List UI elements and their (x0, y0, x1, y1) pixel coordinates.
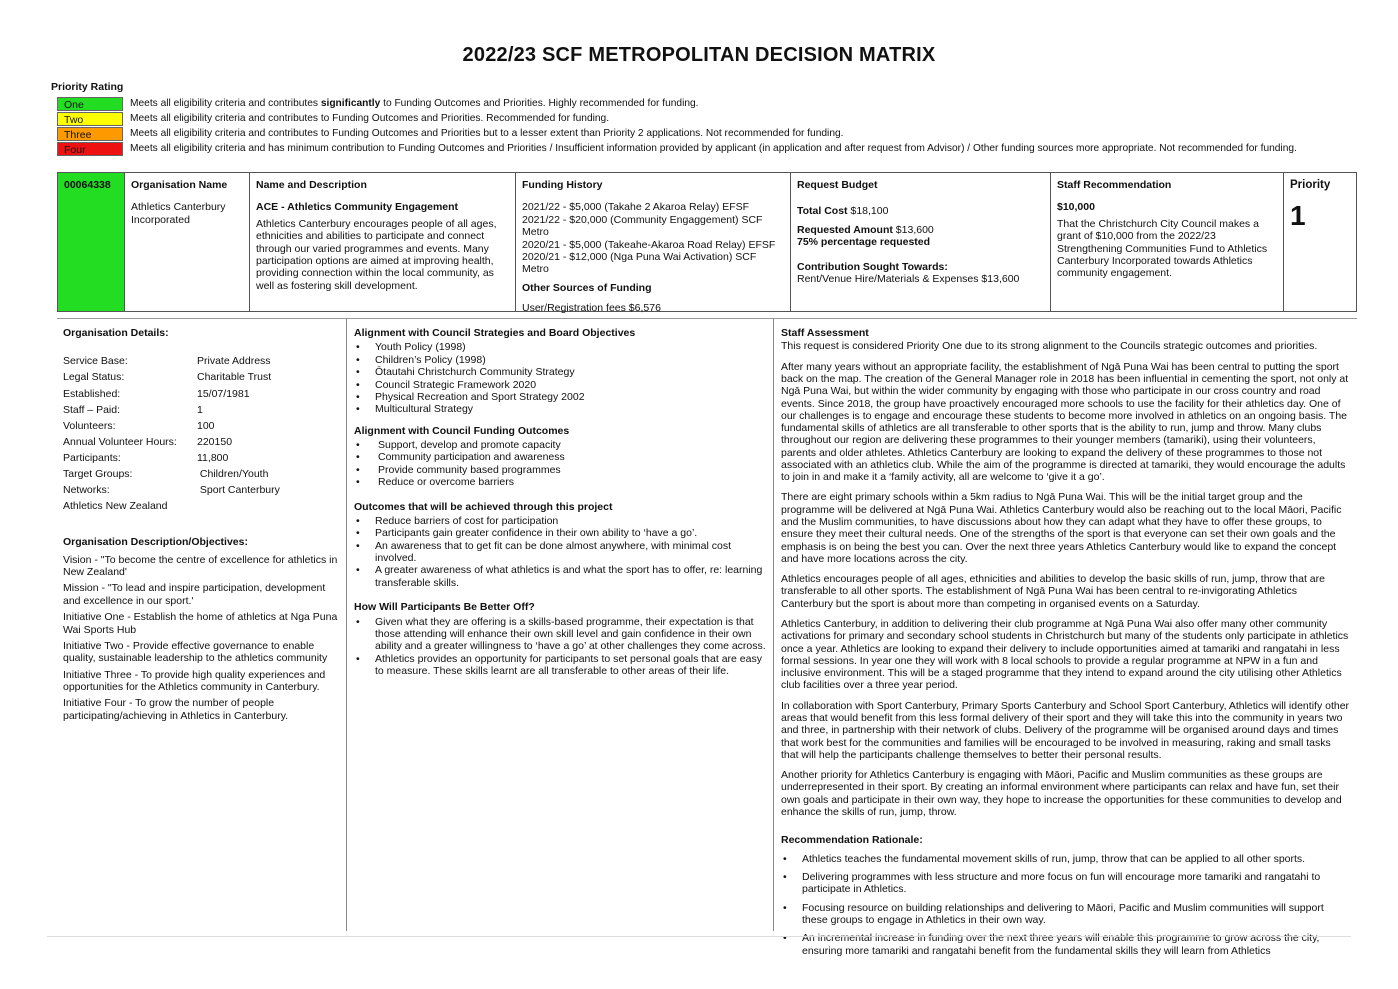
priority-cell (1284, 173, 1356, 311)
detail-value: 15/07/1981 (197, 387, 250, 400)
other-sources-heading: Other Sources of Funding (522, 281, 652, 294)
rationale-item: • Athletics teaches the fundamental movement skills of run, jump, throw that can be applied to all other sports. (781, 853, 1351, 865)
funding-history-item: 2020/21 - $12,000 (Nga Puna Wai Activation) SCF Metro (522, 250, 757, 276)
page-bottom-rule (47, 936, 1351, 937)
contribution-heading: Contribution Sought Towards: (797, 260, 948, 273)
requested-amount-label: Requested Amount (797, 223, 893, 236)
priority-rating-row (57, 126, 1297, 141)
objective-item: Vision - "To become the centre of excellence for athletics in New Zealand' (63, 553, 338, 579)
project-outcome-item: • Reduce barriers of cost for participation (354, 515, 767, 527)
detail-value: 100 (197, 419, 215, 432)
assessment-paragraph: Athletics encourages people of all ages, ethnicities and abilities to develop the basic skills of run, jump, throw that are transferable to all other sports. The establishment of Ngā Puna Wai has been central to re-invigorating Athletics Canterbury but the sport is about more than competing in organised events on a Saturday. (781, 573, 1325, 610)
rationale-item: • Focusing resource on building relationships and delivering to Māori, Pacific and Muslim communities will support these groups to engage in Athletics in their own way. (781, 902, 1351, 927)
detail-label: Service Base: (63, 355, 128, 368)
objectives-list (63, 554, 340, 723)
detail-label: Volunteers: (63, 419, 116, 432)
funding-outcome-item: • Provide community based programmes (354, 464, 767, 476)
name-description-cell (250, 173, 516, 311)
strategy-item: • Multicultural Strategy (354, 403, 767, 415)
priority-rating-row (57, 96, 1297, 111)
other-sources: User/Registration fees $6,576 (522, 302, 661, 314)
objective-item: Initiative Two - Provide effective governance to enable quality, sustainable leadership to the athletics community (63, 639, 328, 665)
strategy-item: • Children’s Policy (1998) (354, 354, 767, 366)
priority-rating-row (57, 111, 1297, 126)
detail-label: Annual Volunteer Hours: (63, 435, 177, 448)
priority-rating-legend (57, 96, 1297, 157)
detail-row (63, 404, 340, 416)
priority-description-text: Meets all eligibility criteria and has minimum contribution to Funding Outcomes and Priorities / Insufficient information provided by applicant (in application and after request from Advisor) / Other funding sources more appropriate. Not recommended for funding. (130, 143, 1297, 155)
better-off-list (354, 616, 767, 678)
detail-row (63, 388, 340, 400)
page-title: 2022/23 SCF METROPOLITAN DECISION MATRIX (462, 44, 936, 66)
requested-amount-line (797, 224, 1044, 236)
priority-description-text: Meets all eligibility criteria and contributes (130, 97, 321, 109)
staff-assessment-heading: Staff Assessment (781, 327, 869, 339)
request-budget-cell (791, 173, 1051, 311)
assessment-paragraph: There are eight primary schools within a 5km radius to Ngā Puna Wai. This will be the initial target group and the programme will be delivered at Ngā Puna Wai. Athletics Canterbury would also be reaching out to the local Māori, Pacific and the Muslim communities, to have discussions about how they can adapt what they have to offer these groups, to ensure they meet their cultural needs. One of the strengths of the sport is that everyone can set their own goals and the emphasis is on being the best you can. Over the next three years Athletics Canterbury would like to expand the concept and have more locations across the city. (781, 491, 1342, 565)
funding-outcome-item: • Support, develop and promote capacity (354, 439, 767, 451)
detail-label: Networks: (63, 483, 110, 496)
request-budget-heading: Request Budget (797, 179, 878, 191)
priority-swatch: Three (57, 127, 123, 141)
strategy-item: • Physical Recreation and Sport Strategy 2002 (354, 391, 767, 403)
application-id: 00064338 (58, 173, 125, 311)
detail-label: Established: (63, 387, 121, 400)
rationale-heading: Recommendation Rationale: (781, 834, 923, 847)
organisation-details-column (57, 319, 347, 931)
priority-heading: Priority (1290, 179, 1331, 191)
details-section (57, 318, 1357, 957)
organisation-name: Athletics Canterbury Incorporated (131, 201, 226, 226)
total-cost-label: Total Cost (797, 205, 848, 218)
application-summary-table (57, 172, 1357, 312)
priority-description (130, 128, 843, 140)
project-outcome-item: • An awareness that to get fit can be done almost anywhere, with minimal cost involved. (354, 540, 767, 565)
detail-value: 1 (197, 403, 203, 416)
objectives-heading: Organisation Description/Objectives: (63, 536, 248, 549)
detail-label: Target Groups: (63, 467, 133, 480)
staff-recommendation-cell (1051, 173, 1284, 311)
project-description: Athletics Canterbury encourages people of all ages, ethnicities and abilities to participate and connect through our varied programmes and events. Many participation options are aimed at improving health, providing connection within the local community, as well as fostering skill development. (256, 217, 497, 292)
detail-label: Legal Status: (63, 371, 125, 384)
requested-amount-value: $13,600 (895, 223, 934, 236)
project-outcome-item: • A greater awareness of what athletics is and what the sport has to offer, re: learning transferable skills. (354, 564, 767, 589)
assessment-paragraph: In collaboration with Sport Canterbury, Primary Sports Canterbury and School Sport Canterbury, Athletics will identify other areas that would benefit from this less formal delivery of their sport and they will take this into the community in years two and three, in partnership with their network of clubs. Delivery of the programme will be organised around days and times that work best for the communities and families will be encouraged to be involved in measuring, raking and small tasks that will help the participants challenge themselves to better their personal results. (781, 699, 1350, 761)
detail-value: Children/Youth (197, 467, 269, 480)
detail-value: Sport Canterbury (197, 483, 280, 496)
objective-item: Initiative Three - To provide high quality experiences and opportunities for the Athletics community in Canterbury. (63, 668, 326, 694)
priority-description (130, 98, 699, 110)
alignment-column (348, 319, 774, 931)
priority-description-text: Meets all eligibility criteria and contributes to Funding Outcomes and Priorities but to a lesser extent than Priority 2 applications. Not recommended for funding. (130, 127, 844, 139)
detail-value: Private Address (197, 355, 271, 368)
priority-swatch: One (57, 97, 123, 111)
assessment-paragraph: Athletics Canterbury, in addition to delivering their club programme at Ngā Puna Wai also offer many other community activations for primary and secondary school students in Christchurch but many of the students only participate in athletics once a year. Athletics are looking to expand their delivery to include opportunities aimed at tamariki and rangatahi in less formal sessions. In year one they will work with 8 local schools to provide a regular programme at NPW in a fun and inclusive environment. This will be a staged programme that they intend to expand around the city utilising other Athletics club facilities over a three year period. (781, 618, 1349, 692)
better-off-item: • Athletics provides an opportunity for participants to set personal goals that are easy to measure. These skills learnt are all transferable to other areas of their life. (354, 653, 767, 678)
project-outcomes-heading: Outcomes that will be achieved through this project (354, 500, 613, 513)
strategies-heading: Alignment with Council Strategies and Board Objectives (354, 327, 636, 339)
detail-row (63, 484, 340, 496)
funding-history-item: 2021/22 - $5,000 (Takahe 2 Akaroa Relay) EFSF (522, 201, 750, 214)
funding-outcome-item: • Reduce or overcome barriers (354, 476, 767, 488)
priority-description-emphasis: significantly (320, 97, 381, 109)
assessment-paragraph: Another priority for Athletics Canterbury is engaging with Māori, Pacific and Muslim communities as these groups are underrepresented in their sport. By creating an informal environment where participants can relax and have fun, set their own goals and participate in their own way, they hope to increase the opportunities for these communities to develop and enhance the skills of run, jump, throw. (781, 769, 1342, 818)
funding-outcomes-list (354, 439, 767, 489)
organisation-name-cell (125, 173, 250, 311)
total-cost-value: $18,100 (850, 205, 889, 218)
staff-recommendation-heading: Staff Recommendation (1057, 179, 1172, 191)
project-outcome-item: • Participants gain greater confidence in their own ability to ‘have a go’. (354, 527, 767, 539)
detail-value: 11,800 (197, 451, 229, 464)
funding-outcome-item: • Community participation and awareness (354, 451, 767, 463)
organisation-name-heading: Organisation Name (131, 179, 228, 191)
detail-label: Participants: (63, 451, 121, 464)
objective-item: Initiative One - Establish the home of athletics at Nga Puna Wai Sports Hub (63, 611, 338, 636)
priority-value: 1 (1290, 199, 1306, 231)
priority-swatch: Four (57, 142, 123, 156)
priority-rating-row (57, 142, 1297, 157)
detail-row (63, 468, 340, 480)
rationale-item: • Delivering programmes with less structure and more focus on fun will encourage more tamariki and rangatahi to participate in Athletics. (781, 871, 1351, 896)
detail-row (63, 355, 340, 367)
project-outcomes-list (354, 515, 767, 589)
funding-outcomes-heading: Alignment with Council Funding Outcomes (354, 424, 570, 437)
better-off-heading: How Will Participants Be Better Off? (354, 601, 535, 614)
contribution-value: Rent/Venue Hire/Materials & Expenses $13,600 (797, 272, 1020, 285)
strategies-list (354, 341, 767, 415)
staff-assessment-paragraphs (781, 361, 1351, 819)
project-name: ACE - Athletics Community Engagement (256, 201, 459, 214)
funding-history-list (522, 201, 784, 275)
detail-label: Staff – Paid: (63, 403, 121, 416)
funding-history-item: 2020/21 - $5,000 (Takeahe-Akaroa Road Relay) EFSF (522, 238, 776, 251)
organisation-details-heading: Organisation Details: (63, 327, 169, 339)
funding-history-item: 2021/22 - $20,000 (Community Engaggement) SCF Metro (522, 213, 763, 239)
detail-row (63, 436, 340, 448)
priority-swatch: Two (57, 112, 123, 126)
funding-history-cell (516, 173, 791, 314)
priority-description-text: to Funding Outcomes and Priorities. Highly recommended for funding. (380, 97, 699, 109)
priority-description-text: Meets all eligibility criteria and contributes to Funding Outcomes and Priorities. Recommended for funding. (130, 112, 610, 124)
objective-item: Initiative Four - To grow the number of people participating/achieving in Athletics in Canterbury. (63, 697, 289, 722)
staff-recommendation-amount: $10,000 (1057, 201, 1095, 214)
detail-row (63, 371, 340, 383)
staff-assessment-intro: This request is considered Priority One due to its strong alignment to the Councils strategic outcomes and priorities. (781, 340, 1318, 353)
percentage-requested: 75% percentage requested (797, 236, 931, 249)
strategy-item: • Council Strategic Framework 2020 (354, 379, 767, 391)
detail-value: Charitable Trust (197, 371, 272, 384)
detail-row (63, 420, 340, 432)
strategy-item: • Youth Policy (1998) (354, 341, 767, 353)
funding-history-heading: Funding History (522, 179, 603, 191)
detail-value: 220150 (197, 435, 233, 448)
staff-assessment-column (775, 319, 1357, 957)
priority-rating-heading: Priority Rating (51, 81, 124, 93)
assessment-paragraph: After many years without an appropriate facility, the establishment of Ngā Puna Wai has been central to putting the sport back on the map. The creation of the General Manager role in 2018 has been influential in cementing the sport, not only at Ngā Puna Wai, but within the wider community by engaging with those who participate in our cross country and road events. Since 2018, the group have proactively encouraged more schools to use the facility for their athletics day. One of our challenges is to engage and encourage these students to become more involved in athletics on an ongoing basis. The fundamental skills of athletics are all transferable to other sports that is the ability to run, jump and throw. Many clubs throughout our region are delivering these programmes to their younger members (tamariki), using their volunteers, parents and older athletes. Athletics Canterbury are looking to expand the delivery of these programmes to those not associated with an athletics club. While the aim of the programme is directed at tamariki, they would encourage the adults to join in and make it a ‘family activity, all are welcome to ‘give it a go’. (781, 360, 1349, 484)
organisation-details-list (63, 355, 340, 496)
priority-description (130, 143, 1297, 155)
staff-recommendation-text: That the Christchurch City Council makes a grant of $10,000 from the 2022/23 Strengthening Communities Fund to Athletics Canterbury Incorporated towards Athletics community engagement. (1057, 217, 1268, 280)
rationale-item: • An incremental increase in funding over the next three years will enable this programme to grow across the city, ensuring more tamariki and rangatahi benefit from the fundamental skills they will learn from Athletics (781, 932, 1351, 957)
network-extra: Athletics New Zealand (63, 499, 168, 512)
total-cost-line (797, 205, 1044, 217)
name-description-heading: Name and Description (256, 179, 367, 191)
priority-description (130, 113, 609, 125)
detail-row (63, 452, 340, 464)
objective-item: Mission - "To lead and inspire participation, development and excellence in our sport.' (63, 582, 326, 607)
better-off-item: • Given what they are offering is a skills-based programme, their expectation is that those attending will enhance their own skill level and gain confidence in their own ability and a greater willingness to ‘have a go’ at other challenges they come across. (354, 616, 767, 653)
strategy-item: • Ōtautahi Christchurch Community Strategy (354, 366, 767, 378)
rationale-list (781, 853, 1351, 958)
